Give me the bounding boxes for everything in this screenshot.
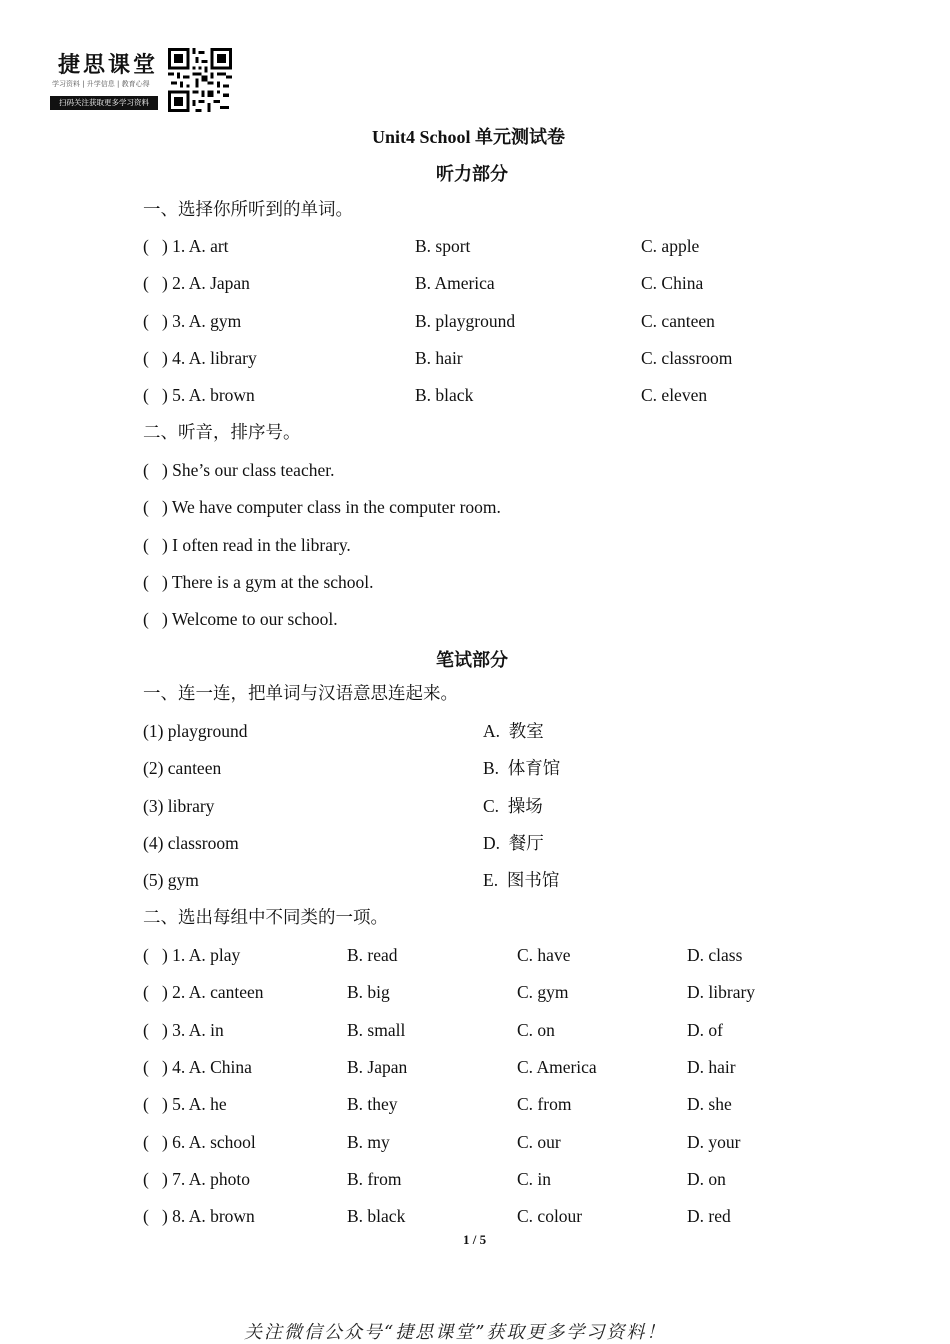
question-option-b: B. read <box>347 945 398 965</box>
ordering-sentence: ( ) Welcome to our school. <box>143 609 338 629</box>
question-option-b: B. they <box>347 1094 398 1114</box>
question-option-c: C. apple <box>641 236 700 256</box>
question-option-a: ( ) 6. A. school <box>143 1132 256 1152</box>
question-option-c: C. canteen <box>641 311 715 331</box>
question-option-d: D. hair <box>687 1057 736 1077</box>
match-word: (2) canteen <box>143 758 222 778</box>
question-option-c: C. from <box>517 1094 572 1114</box>
question-option-c: C. gym <box>517 982 569 1002</box>
question-option-c: C. classroom <box>641 348 733 368</box>
question-option-b: B. big <box>347 982 390 1002</box>
question-option-a: ( ) 1. A. art <box>143 236 229 256</box>
writing-heading: 笔试部分 <box>436 650 508 670</box>
match-meaning: B. 体育馆 <box>483 758 561 778</box>
question-option-a: ( ) 2. A. canteen <box>143 982 264 1002</box>
question-option-d: D. of <box>687 1020 723 1040</box>
writing-part1-instruction: 一、连一连，把单词与汉语意思连起来。 <box>143 683 458 703</box>
question-option-b: B. my <box>347 1132 390 1152</box>
footer-note: 关注微信公众号“捷思课堂”获取更多学习资料！ <box>244 1322 667 1343</box>
question-option-c: C. in <box>517 1169 552 1189</box>
question-option-a: ( ) 7. A. photo <box>143 1169 250 1189</box>
ordering-sentence: ( ) There is a gym at the school. <box>143 572 374 592</box>
match-meaning: E. 图书馆 <box>483 870 560 890</box>
question-option-a: ( ) 4. A. library <box>143 348 257 368</box>
logo-title: 捷思课堂 <box>58 52 159 78</box>
question-option-c: C. China <box>641 273 704 293</box>
question-option-b: B. sport <box>415 236 471 256</box>
ordering-sentence: ( ) We have computer class in the computer room. <box>143 497 501 517</box>
question-option-d: D. red <box>687 1206 731 1226</box>
question-option-b: B. black <box>415 385 474 405</box>
match-meaning: C. 操场 <box>483 796 543 816</box>
question-option-d: D. library <box>687 982 756 1002</box>
ordering-sentence: ( ) She’s our class teacher. <box>143 460 335 480</box>
writing-part2-instruction: 二、选出每组中不同类的一项。 <box>143 907 388 927</box>
question-option-b: B. playground <box>415 311 516 331</box>
question-option-b: B. black <box>347 1206 406 1226</box>
page-number: 1 / 5 <box>463 1232 487 1247</box>
question-option-c: C. America <box>517 1057 597 1077</box>
question-option-b: B. from <box>347 1169 402 1189</box>
question-option-a: ( ) 2. A. Japan <box>143 273 250 293</box>
listening-part2-instruction: 二、听音，排序号。 <box>143 422 301 442</box>
question-option-c: C. eleven <box>641 385 708 405</box>
question-option-a: ( ) 1. A. play <box>143 945 241 965</box>
question-option-b: B. hair <box>415 348 463 368</box>
question-option-d: D. class <box>687 945 743 965</box>
match-word: (1) playground <box>143 721 248 741</box>
listening-part1-instruction: 一、选择你所听到的单词。 <box>143 199 353 219</box>
question-option-c: C. colour <box>517 1206 583 1226</box>
question-option-a: ( ) 4. A. China <box>143 1057 252 1077</box>
question-option-d: D. your <box>687 1132 741 1152</box>
ordering-sentence: ( ) I often read in the library. <box>143 535 351 555</box>
question-option-d: D. she <box>687 1094 732 1114</box>
match-meaning: D. 餐厅 <box>483 833 544 853</box>
brand-logo <box>50 48 160 112</box>
listening-heading: 听力部分 <box>436 164 508 184</box>
question-option-b: B. Japan <box>347 1057 408 1077</box>
match-word: (3) library <box>143 796 215 816</box>
question-option-c: C. on <box>517 1020 555 1040</box>
match-word: (4) classroom <box>143 833 239 853</box>
question-option-a: ( ) 8. A. brown <box>143 1206 255 1226</box>
question-option-c: C. our <box>517 1132 561 1152</box>
match-meaning: A. 教室 <box>483 721 544 741</box>
question-option-b: B. America <box>415 273 495 293</box>
qr-code-icon[interactable] <box>168 48 232 112</box>
question-option-a: ( ) 3. A. in <box>143 1020 224 1040</box>
logo-tags: 学习资料 | 升学信息 | 教育心得 <box>52 80 150 88</box>
logo-banner: 扫码关注获取更多学习资料 <box>50 96 158 110</box>
match-word: (5) gym <box>143 870 199 890</box>
question-option-b: B. small <box>347 1020 406 1040</box>
question-option-d: D. on <box>687 1169 726 1189</box>
question-option-a: ( ) 5. A. brown <box>143 385 255 405</box>
question-option-a: ( ) 3. A. gym <box>143 311 242 331</box>
question-option-a: ( ) 5. A. he <box>143 1094 227 1114</box>
page-title: Unit4 School 单元测试卷 <box>372 127 566 147</box>
question-option-c: C. have <box>517 945 571 965</box>
